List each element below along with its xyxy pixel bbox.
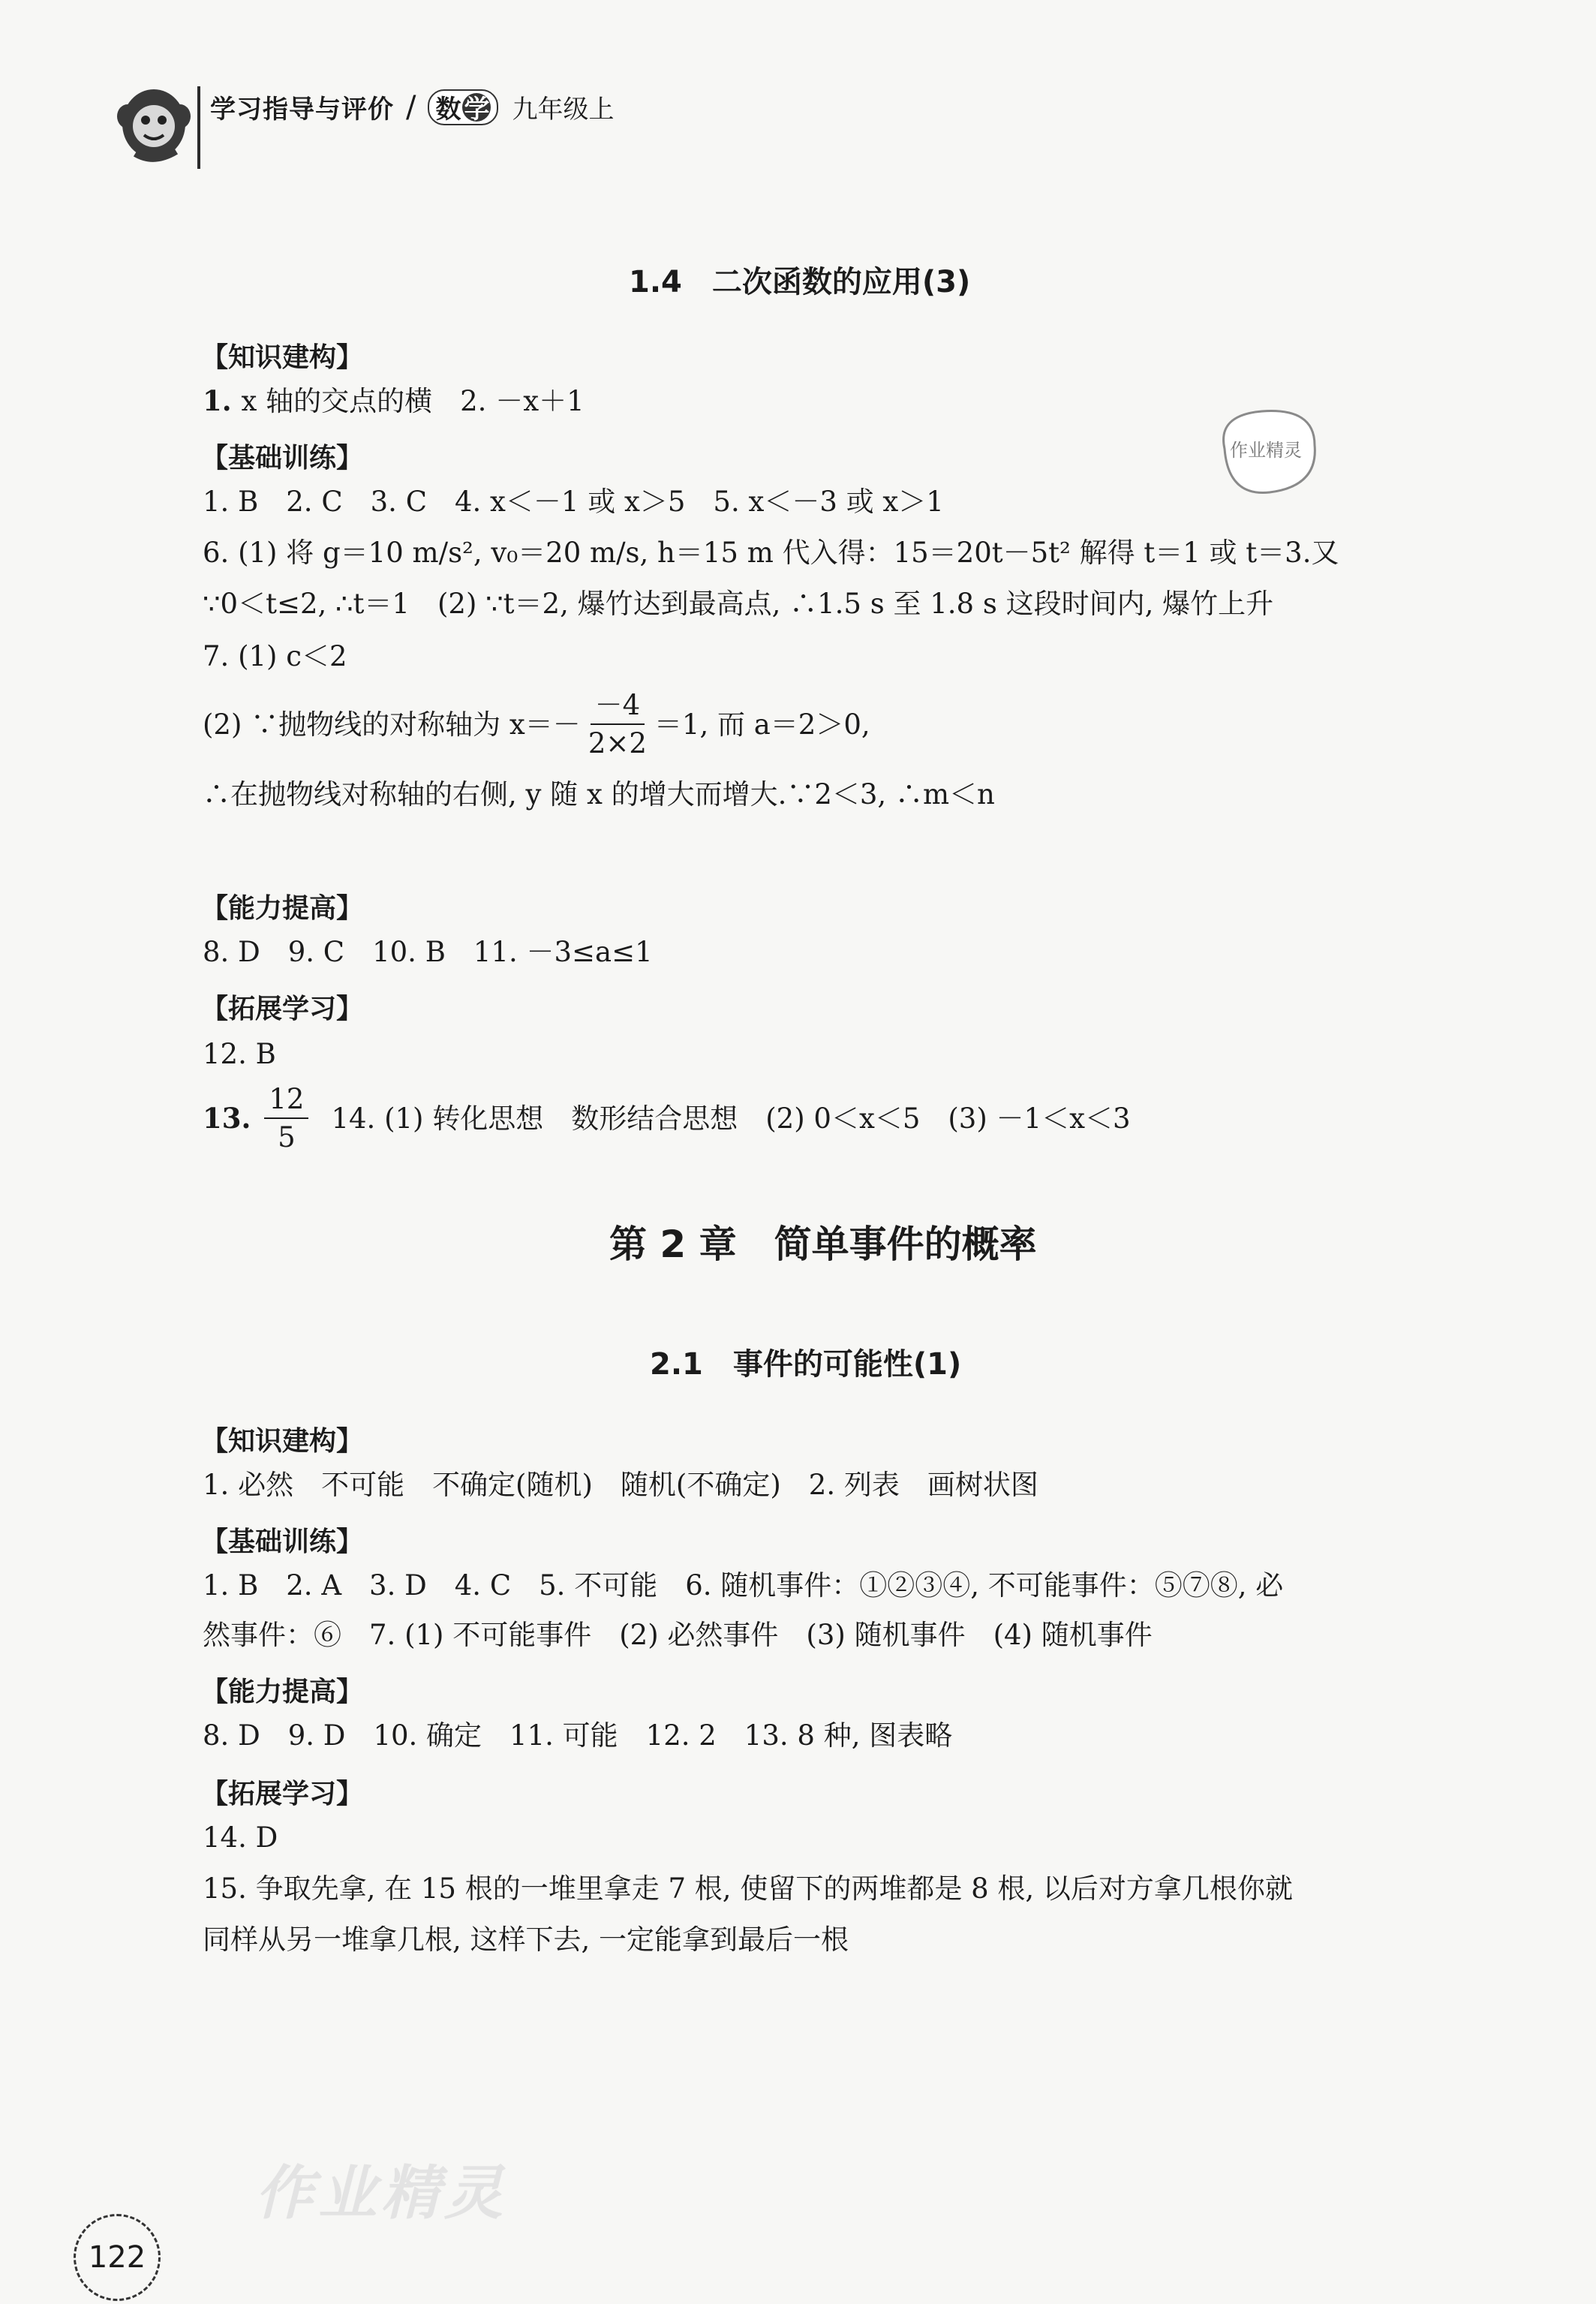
answer-text: x 轴的交点的横 2. －x＋1 <box>241 385 585 417</box>
fraction-numerator: －4 <box>591 691 645 725</box>
header-slash: / <box>406 89 416 125</box>
answer-line: 7. (1) c＜2 <box>203 640 347 672</box>
answer-line: ∵0＜t≤2, ∴t＝1 (2) ∵t＝2, 爆竹达到最高点, ∴1.5 s 至 1.8 s 这段时间内, 爆竹上升 <box>203 588 1274 620</box>
answer-line: 14. D <box>203 1821 278 1854</box>
item-number: 13. <box>203 1101 251 1135</box>
section-title-1-4: 1.4 二次函数的应用(3) <box>629 265 971 299</box>
answer-line: 8. D 9. C 10. B 11. －3≤a≤1 <box>203 936 653 968</box>
series-title: 学习指导与评价 <box>210 95 394 125</box>
answer-line: 同样从另一堆拿几根, 这样下去, 一定能拿到最后一根 <box>203 1924 849 1956</box>
answer-text: (2) ∵抛物线的对称轴为 x＝－ <box>203 708 581 741</box>
stamp-label: 作业精灵 <box>1230 440 1302 461</box>
heading-extend-2: 【拓展学习】 <box>201 1779 364 1809</box>
header-divider <box>197 86 200 169</box>
monkey-mascot-icon <box>113 83 195 165</box>
answer-line-fraction <box>203 1081 1130 1156</box>
chapter-title: 第 2 章 简单事件的概率 <box>609 1223 1037 1266</box>
fraction <box>584 691 651 757</box>
subject-badge <box>428 89 498 125</box>
heading-ability-2: 【能力提高】 <box>201 1677 364 1707</box>
answer-line: 15. 争取先拿, 在 15 根的一堆里拿走 7 根, 使留下的两堆都是 8 根, 以后对方拿几根你就 <box>203 1872 1293 1905</box>
watermark: 作业精灵 <box>255 2160 508 2227</box>
stamp-icon <box>1210 404 1322 501</box>
answer-line: 1. 必然 不可能 不确定(随机) 随机(不确定) 2. 列表 画树状图 <box>203 1469 1038 1501</box>
answer-line: ∴在抛物线对称轴的右侧, y 随 x 的增大而增大.∵2＜3, ∴m＜n <box>203 778 995 811</box>
answer-line-fraction <box>203 690 870 758</box>
item-number: 1. <box>203 384 242 417</box>
heading-basic-1: 【基础训练】 <box>201 443 364 474</box>
header-title <box>210 89 614 125</box>
fraction-denominator: 2×2 <box>588 727 647 759</box>
heading-ability-1: 【能力提高】 <box>201 893 364 924</box>
answer-line: 8. D 9. D 10. 确定 11. 可能 12. 2 13. 8 种, 图表略 <box>203 1719 953 1752</box>
heading-knowledge-1: 【知识建构】 <box>201 342 364 373</box>
fraction-numerator: 12 <box>264 1085 308 1119</box>
answer-line: 1. B 2. C 3. C 4. x＜－1 或 x＞5 5. x＜－3 或 x＞1 <box>203 486 944 518</box>
answer-line: 1. B 2. A 3. D 4. C 5. 不可能 6. 随机事件：①②③④, 不可能事件：⑤⑦⑧, 必 <box>203 1569 1284 1602</box>
answer-line <box>203 384 585 417</box>
answer-text: 14. (1) 转化思想 数形结合思想 (2) 0＜x＜5 (3) －1＜x＜3 <box>331 1102 1131 1135</box>
fraction <box>264 1083 308 1154</box>
answer-line: 12. B <box>203 1038 276 1070</box>
section-title-2-1: 2.1 事件的可能性(1) <box>650 1347 962 1382</box>
answer-text: ＝1, 而 a＝2＞0, <box>654 708 870 741</box>
fraction-denominator: 5 <box>278 1121 296 1154</box>
grade-label: 九年级上 <box>512 95 615 125</box>
heading-basic-2: 【基础训练】 <box>201 1526 364 1557</box>
subject-char-2: 学 <box>462 93 491 122</box>
heading-extend-1: 【拓展学习】 <box>201 994 364 1024</box>
subject-char-1: 数 <box>435 95 461 125</box>
answer-line: 6. (1) 将 g＝10 m/s², v₀＝20 m/s, h＝15 m 代入得：15＝20t－5t² 解得 t＝1 或 t＝3.又 <box>203 537 1339 569</box>
heading-knowledge-2: 【知识建构】 <box>201 1426 364 1457</box>
answer-line: 然事件：⑥ 7. (1) 不可能事件 (2) 必然事件 (3) 随机事件 (4) 随机事件 <box>203 1619 1153 1651</box>
page-number: 122 <box>74 2214 161 2301</box>
